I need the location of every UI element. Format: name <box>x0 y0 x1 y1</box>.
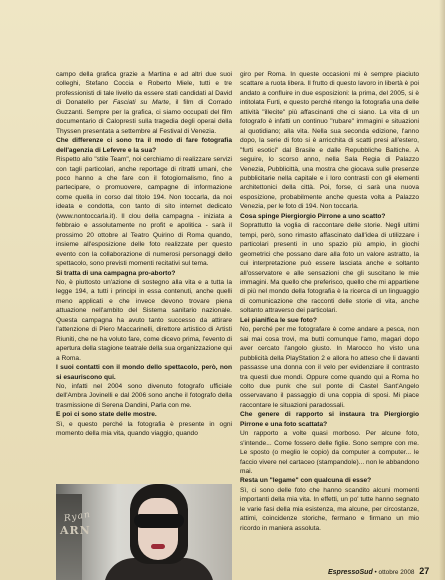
paragraph-text: Rispetto allo "stile Team", noi cerchiamo di realizzare servizi con tagli particolari, anche reportage di ritratti umani, che poco hanno a che fare con il fotogiornalismo, fino a partecipare, o promuovere, campagne di informazione come quella in corso dal titolo 194. Non toccarla, da noi ideata e condotta, con tanto di sito internet dedicato (www.nontoccarla.it). Il clou della campagna - iniziata a febbraio e assolutamente no profit e apolitica - sarà il prossimo 20 ottobre al Teatro Quirino di Roma quando, insieme all'esposizione delle foto realizzate per questo evento con la collaborazione di numerosi personaggi dello spettacolo, sono previsti momenti recitativi sul tema. <box>56 156 232 268</box>
question-text: Che differenze ci sono tra il modo di fare fotografia dell'agenzia di Lefevre e la sua? <box>56 137 232 154</box>
interview-question <box>56 136 232 155</box>
interview-paragraph <box>56 278 232 363</box>
paragraph-text: Sì, ci sono delle foto che hanno scandito alcuni momenti importanti della mia vita. In effetti, un po' tutte hanno segnato le varie fasi della mia esistenza, ma alcune, per circostanze, attimi, coincidenze storiche, fermano e firmano un mio ricordo in maniera assoluta. <box>240 486 419 532</box>
interview-paragraph <box>240 486 419 533</box>
photo-signature: Ryan <box>63 509 92 525</box>
question-text: Si tratta di una campagna pro-aborto? <box>56 269 176 277</box>
question-text: Resta un "legame" con qualcuna di esse? <box>240 477 372 485</box>
interview-paragraph <box>240 429 419 476</box>
paragraph-text: No, infatti nel 2004 sono divenuto fotografo ufficiale dell'Ambra Jovinelli e dal 2006 sono anche il fotografo della trasmissione di Serena Dandini, Parla con me. <box>56 382 232 409</box>
question-text: Che genere di rapporto si instaura tra Piergiorgio Pirrone e una foto scattata? <box>240 411 419 428</box>
interview-question <box>56 363 232 382</box>
issue-date: • ottobre 2008 <box>374 569 415 576</box>
interview-question <box>240 410 419 429</box>
interview-question <box>240 212 419 221</box>
page-footer <box>328 566 429 576</box>
paragraph-text: giro per Roma. In queste occasioni mi è sempre piaciuto scattare a ruota libera. Il frutto di questo lavoro in libertà è poi andato a confluire in due esposizioni: la prima, del 2005, si è intitolata Furti, e questo perché ritengo la fotografia una delle attività "illecite" più affascinanti che ci siano. La vita di un fotografo è infatti un continuo "rubare" immagini e situazioni al quotidiano; alla vita. Nella sua seconda edizione, l'anno dopo, la serie di foto si è arricchita di scatti presi all'estero, "furti esotici" dal Brasile e dalle Repubbliche Baltiche. A seguire, lo scorso anno, nella Sala Regia di Palazzo Venezia, Pubblicittà, una mostra che giocava sulle presenze pubblicitarie nella capitale e i loro contrasti con gli elementi architettonici della città. Poi, forse, ci sarà una nuova esposizione, probabilmente anche questa volta a Palazzo Venezia, per le foto di 194. Non toccarla. <box>240 71 419 211</box>
magazine-name: EspressoSud <box>328 569 373 576</box>
question-text: Cosa spinge Piergiorgio Pirrone a uno scatto? <box>240 212 386 220</box>
question-text: I suoi contatti con il mondo dello spettacolo, però, non si esauriscono qui. <box>56 364 232 381</box>
paragraph-text: campo della grafica grazie a Martina e ad altri due suoi colleghi, Stefano Coccia e Roberto Miele, tutti e tre professionisti di tale livello da essere stati candidati al David di Donatello per <box>56 71 232 107</box>
left-text-column <box>56 70 232 439</box>
page-number: 27 <box>419 566 430 576</box>
interview-question <box>56 410 232 419</box>
question-text: Lei pianifica le sue foto? <box>240 316 317 324</box>
interview-question <box>56 269 232 278</box>
question-text: E poi ci sono state delle mostre. <box>56 411 157 419</box>
interview-paragraph <box>240 221 419 316</box>
right-text-column <box>240 70 419 533</box>
interview-question <box>240 476 419 485</box>
interview-paragraph <box>240 70 419 212</box>
subject-lips <box>151 544 165 549</box>
paragraph-text: Soprattutto la voglia di raccontare delle storie. Negli ultimi tempi, però, sono rimasto affascinato dall'idea di utilizzare i particolari presenti in uno spazio più ampio, in giochi geometrici che possano dare alla foto un valore astratto, la cui interpretazione può essere lasciata anche e soltanto all'osservatore e alle sensazioni che gli suscitano le mie immagini. Ma quello che preferisco, quello che mi appartiene di più nel mondo della fotografia è la ricerca di un linguaggio di comunicazione che racconti delle storie di vita, anche soltanto attraverso dei particolari. <box>240 222 419 315</box>
sunglasses-icon <box>134 514 184 528</box>
interview-paragraph <box>56 420 232 439</box>
photo-block-letters: ARN <box>60 524 91 537</box>
subject-face <box>138 498 178 560</box>
interview-paragraph <box>240 325 419 410</box>
paragraph-text: Un rapporto a volte quasi morboso. Per alcune foto, s'intende... Come fossero delle figlie. Sono sempre con me. Le sposto (o meglio le copio) da computer a computer... le faccio vivere nel cartaceo (stampandole)... non le abbandono mai. <box>240 430 419 476</box>
portrait-photo <box>56 484 232 580</box>
paragraph-text: No, perché per me fotografare è come andare a pesca, non sai mai cosa trovi, ma butti comunque l'amo, magari dopo aver cercato l'angolo giusto. In Marocco ho visto una pubblicità della PlayStation 2 e allora ho atteso che li davanti passasse una donna con il velo per evidenziare il contrasto tra questi due mondi. Oppure come quando qui a Roma ho colto due punk che sul ponte di Castel Sant'Angelo osservavano il passaggio di una coppia di sposi. Mi piace raccontare le situazioni paradossali. <box>240 326 419 409</box>
paragraph-text: Sì, e questo perché la fotografia è presente in ogni momento della mia vita, quando viaggio, quando <box>56 420 232 438</box>
page-edge-shadow <box>439 0 445 580</box>
interview-paragraph <box>56 382 232 410</box>
interview-paragraph <box>56 70 232 136</box>
photo-left-band <box>56 494 82 580</box>
film-title: Fasciati su Marte <box>112 99 169 107</box>
interview-paragraph <box>56 155 232 268</box>
interview-question <box>240 316 419 325</box>
paragraph-text: No, è piuttosto un'azione di sostegno alla vita e a tutta la legge 194, a tutti i principi in essa contenuti, anche quelli meno applicati e che invece devono trovare piena attuazione nell'ambito del Sistema sanitario nazionale. Questa campagna ha avuto tanto successo da attirare l'attenzione di Piero Maccarinelli, direttore artistico di Artisti Riuniti, che ne ha voluto fare, come dicevo prima, l'evento di apertura della stagione teatrale della sua organizzazione qui a Roma. <box>56 278 232 362</box>
paragraph-text: , il film di Corrado Guzzanti. Sempre per la grafica, ci siamo occupati del film documentario di Calopresti sulla tragedia degli operai della Thyssen presentata a settembre al Festival di Venezia. <box>56 99 232 135</box>
